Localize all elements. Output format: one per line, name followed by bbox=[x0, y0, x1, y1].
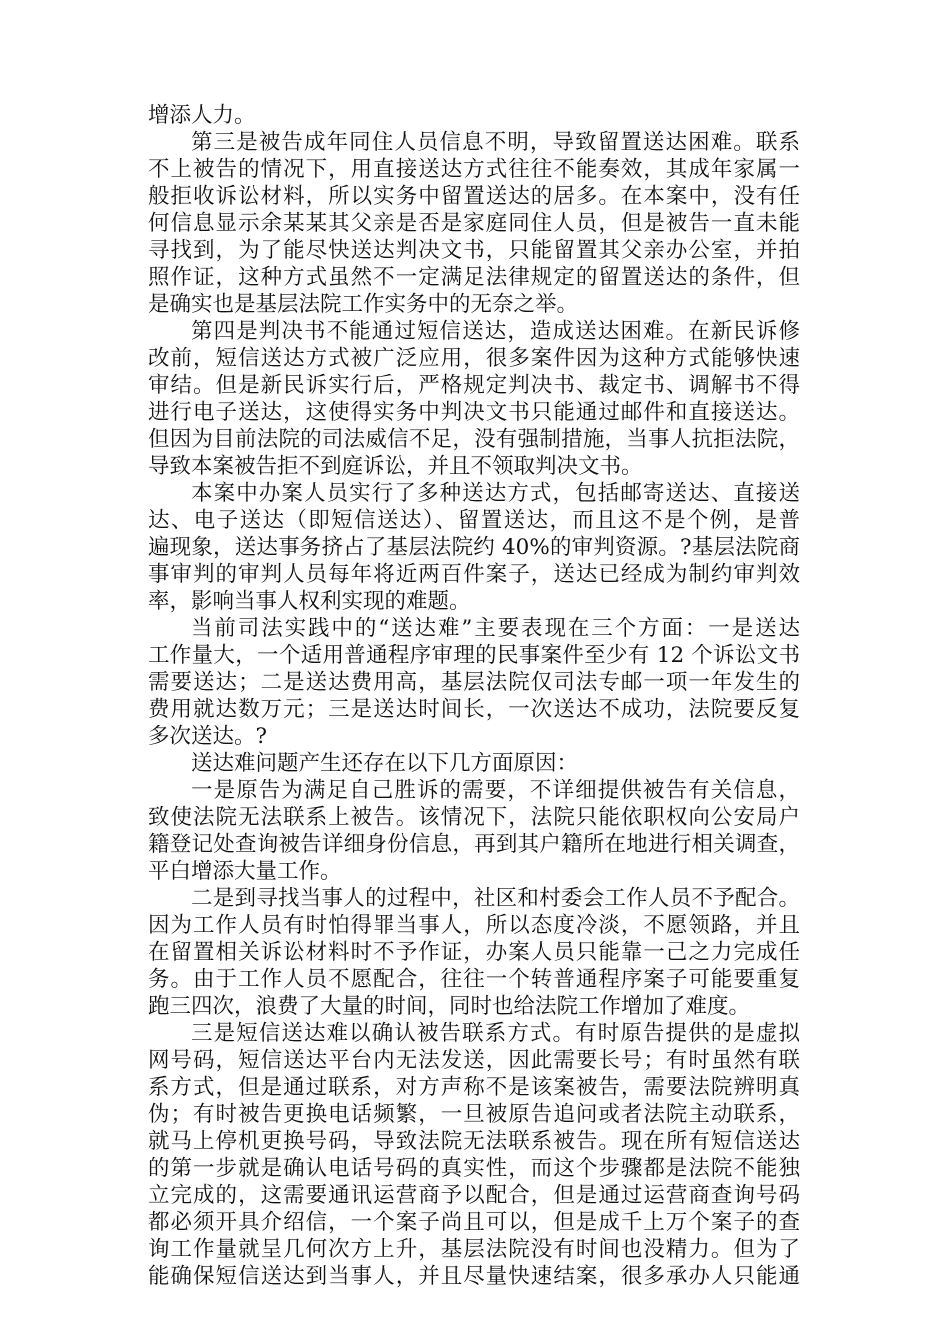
text-line: 遍现象，送达事务挤占了基层法院约 40%的审判资源。?基层法院商 bbox=[148, 535, 800, 560]
text-line: 询工作量就呈几何次方上升，基层法院没有时间也没精力。但为了 bbox=[148, 1237, 800, 1262]
text-line: 籍登记处查询被告详细身份信息，再到其户籍所在地进行相关调查， bbox=[148, 832, 800, 857]
text-line: 立完成的，这需要通讯运营商予以配合，但是通过运营商查询号码 bbox=[148, 1183, 800, 1208]
paragraph bbox=[148, 1020, 800, 1290]
text-line: 工作量大，一个适用普通程序审理的民事案件至少有 12 个诉讼文书 bbox=[148, 643, 800, 668]
text-line: 网号码，短信送达平台内无法发送，因此需要长号；有时虽然有联 bbox=[148, 1048, 800, 1073]
paragraph bbox=[148, 102, 800, 129]
text-line: 进行电子送达，这使得实务中判决文书只能通过邮件和直接送达。 bbox=[148, 400, 800, 425]
text-line: 第三是被告成年同住人员信息不明，导致留置送达困难。联系 bbox=[191, 130, 800, 155]
text-line: 达、电子送达（即短信送达）、留置送达，而且这不是个例，是普 bbox=[148, 508, 800, 533]
text-line: 因为工作人员有时怕得罪当事人，所以态度冷淡，不愿领路，并且 bbox=[148, 913, 800, 938]
text-line: 需要送达；二是送达费用高，基层法院仅司法专邮一项一年发生的 bbox=[148, 670, 800, 695]
paragraph bbox=[148, 885, 800, 1020]
text-line: 改前，短信送达方式被广泛应用，很多案件因为这种方式能够快速 bbox=[148, 346, 800, 371]
paragraph bbox=[148, 129, 800, 318]
text-line: 何信息显示余某某其父亲是否是家庭同住人员，但是被告一直未能 bbox=[148, 211, 800, 236]
text-line: 费用就达数万元；三是送达时间长，一次送达不成功，法院要反复 bbox=[148, 697, 800, 722]
paragraph bbox=[148, 318, 800, 480]
text-line: 在留置相关诉讼材料时不予作证，办案人员只能靠一己之力完成任 bbox=[148, 940, 800, 965]
text-line: 平白增添大量工作。 bbox=[148, 859, 342, 884]
text-line: 务。由于工作人员不愿配合，往往一个转普通程序案子可能要重复 bbox=[148, 967, 800, 992]
paragraph bbox=[148, 615, 800, 750]
text-line: 一是原告为满足自己胜诉的需要，不详细提供被告有关信息， bbox=[191, 778, 800, 803]
text-line: 但因为目前法院的司法威信不足，没有强制措施，当事人抗拒法院， bbox=[148, 427, 800, 452]
text-line: 事审判的审判人员每年将近两百件案子，送达已经成为制约审判效 bbox=[148, 562, 800, 587]
text-line: 当前司法实践中的“送达难”主要表现在三个方面：一是送达 bbox=[191, 616, 800, 641]
text-line: 致使法院无法联系上被告。该情况下，法院只能依职权向公安局户 bbox=[148, 805, 800, 830]
text-line: 二是到寻找当事人的过程中，社区和村委会工作人员不予配合。 bbox=[191, 886, 800, 911]
text-line: 率，影响当事人权利实现的难题。 bbox=[148, 589, 471, 614]
text-line: 导致本案被告拒不到庭诉讼，并且不领取判决文书。 bbox=[148, 454, 643, 479]
text-line: 增添人力。 bbox=[148, 103, 256, 128]
text-line: 送达难问题产生还存在以下几方面原因： bbox=[191, 751, 579, 776]
text-line: 照作证，这种方式虽然不一定满足法律规定的留置送达的条件，但 bbox=[148, 265, 800, 290]
text-line: 能确保短信送达到当事人，并且尽量快速结案，很多承办人只能通 bbox=[148, 1264, 800, 1289]
text-line: 系方式，但是通过联系，对方声称不是该案被告，需要法院辨明真 bbox=[148, 1075, 800, 1100]
paragraph bbox=[148, 480, 800, 615]
text-line: 审结。但是新民诉实行后，严格规定判决书、裁定书、调解书不得 bbox=[148, 373, 800, 398]
text-line: 伪；有时被告更换电话频繁，一旦被原告追问或者法院主动联系， bbox=[148, 1102, 800, 1127]
text-line: 就马上停机更换号码，导致法院无法联系被告。现在所有短信送达 bbox=[148, 1129, 800, 1154]
text-line: 都必须开具介绍信，一个案子尚且可以，但是成千上万个案子的查 bbox=[148, 1210, 800, 1235]
paragraph bbox=[148, 750, 800, 777]
text-line: 是确实也是基层法院工作实务中的无奈之举。 bbox=[148, 292, 579, 317]
text-line: 多次送达。? bbox=[148, 724, 268, 749]
text-line: 三是短信送达难以确认被告联系方式。有时原告提供的是虚拟 bbox=[191, 1021, 800, 1046]
document-page bbox=[148, 102, 800, 1290]
text-line: 寻找到，为了能尽快送达判决文书，只能留置其父亲办公室，并拍 bbox=[148, 238, 800, 263]
text-line: 不上被告的情况下，用直接送达方式往往不能奏效，其成年家属一 bbox=[148, 157, 800, 182]
text-line: 的第一步就是确认电话号码的真实性，而这个步骤都是法院不能独 bbox=[148, 1156, 800, 1181]
text-line: 般拒收诉讼材料，所以实务中留置送达的居多。在本案中，没有任 bbox=[148, 184, 800, 209]
paragraph bbox=[148, 777, 800, 885]
text-line: 第四是判决书不能通过短信送达，造成送达困难。在新民诉修 bbox=[191, 319, 800, 344]
text-line: 本案中办案人员实行了多种送达方式，包括邮寄送达、直接送 bbox=[191, 481, 800, 506]
text-line: 跑三四次，浪费了大量的时间，同时也给法院工作增加了难度。 bbox=[148, 994, 751, 1019]
